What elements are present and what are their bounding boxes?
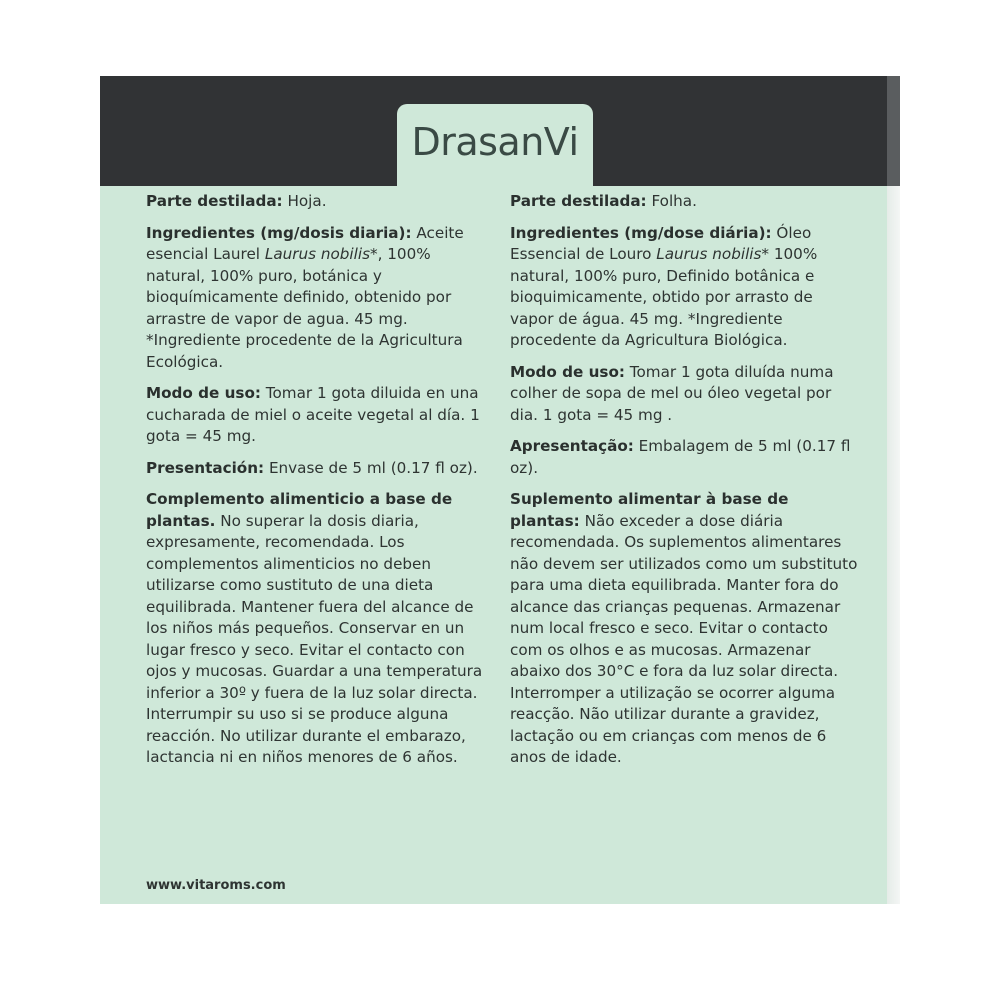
es-presentacion: Presentación: Envase de 5 ml (0.17 fl oz). <box>146 458 478 477</box>
brand-logo: DrasanVi <box>411 120 579 164</box>
box-side-edge <box>887 76 900 904</box>
portuguese-column <box>510 191 860 779</box>
pt-ingredientes: Ingredientes (mg/dose diária): Óleo Essencial de Louro Laurus nobilis* 100% natural, 100% puro, Definido botânica e bioquimicamente, obtido por arrasto de vapor de água. 45 mg. *Ingrediente procedente da Agricultura Biológica. <box>510 223 818 349</box>
es-ingredientes: Ingredientes (mg/dosis diaria): Aceite esencial Laurel Laurus nobilis*, 100% natural, 100% puro, botánica y bioquímicamente definido, obtenido por arrastre de vapor de agua. 45 mg. *Ingrediente procedente de la Agricultura Ecológica. <box>146 223 464 371</box>
pt-parte-destilada: Parte destilada: Folha. <box>510 192 697 210</box>
pt-apresentacao: Apresentação: Embalagem de 5 ml (0.17 fl oz). <box>510 437 851 477</box>
spanish-column <box>146 191 491 779</box>
es-parte-destilada: Parte destilada: Hoja. <box>146 192 327 210</box>
logo-tab <box>397 104 593 186</box>
pt-modo-de-uso: Modo de uso: Tomar 1 gota diluída numa colher de sopa de mel ou óleo vegetal por dia. 1 gota = 45 mg . <box>510 362 834 424</box>
es-complemento: Complemento alimenticio a base de plantas. No superar la dosis diaria, expresamente, recomendada. Los complementos alimenticios no deben utilizarse como sustituto de una dieta equilibrada. Mantener fuera del alcance de los niños más pequeños. Conservar en un lugar fresco y seco. Evitar el contacto con ojos y mucosas. Guardar a una temperatura inferior a 30º y fuera de la luz solar directa. Interrumpir su uso si se produce alguna reacción. No utilizar durante el embarazo, lactancia ni en niños menores de 6 años. <box>146 490 483 766</box>
es-modo-de-uso: Modo de uso: Tomar 1 gota diluida en una cucharada de miel o aceite vegetal al día. 1 gota = 45 mg. <box>146 384 480 445</box>
box-side-edge-top <box>887 76 900 186</box>
product-box-back-panel <box>100 76 900 904</box>
pt-suplemento: Suplemento alimentar à base de plantas: Não exceder a dose diária recomendada. Os suplementos alimentares não devem ser utilizados como um substituto para uma dieta equilibrada. Manter fora do alcance das crianças pequenas. Armazenar num local fresco e seco. Evitar o contacto com os olhos e as mucosas. Armazenar abaixo dos 30°C e fora da luz solar directa. Interromper a utilização se ocorrer alguma reacção. Não utilizar durante a gravidez, lactação ou em crianças com menos de 6 anos de idade. <box>510 490 858 766</box>
website-url: www.vitaroms.com <box>146 878 286 893</box>
